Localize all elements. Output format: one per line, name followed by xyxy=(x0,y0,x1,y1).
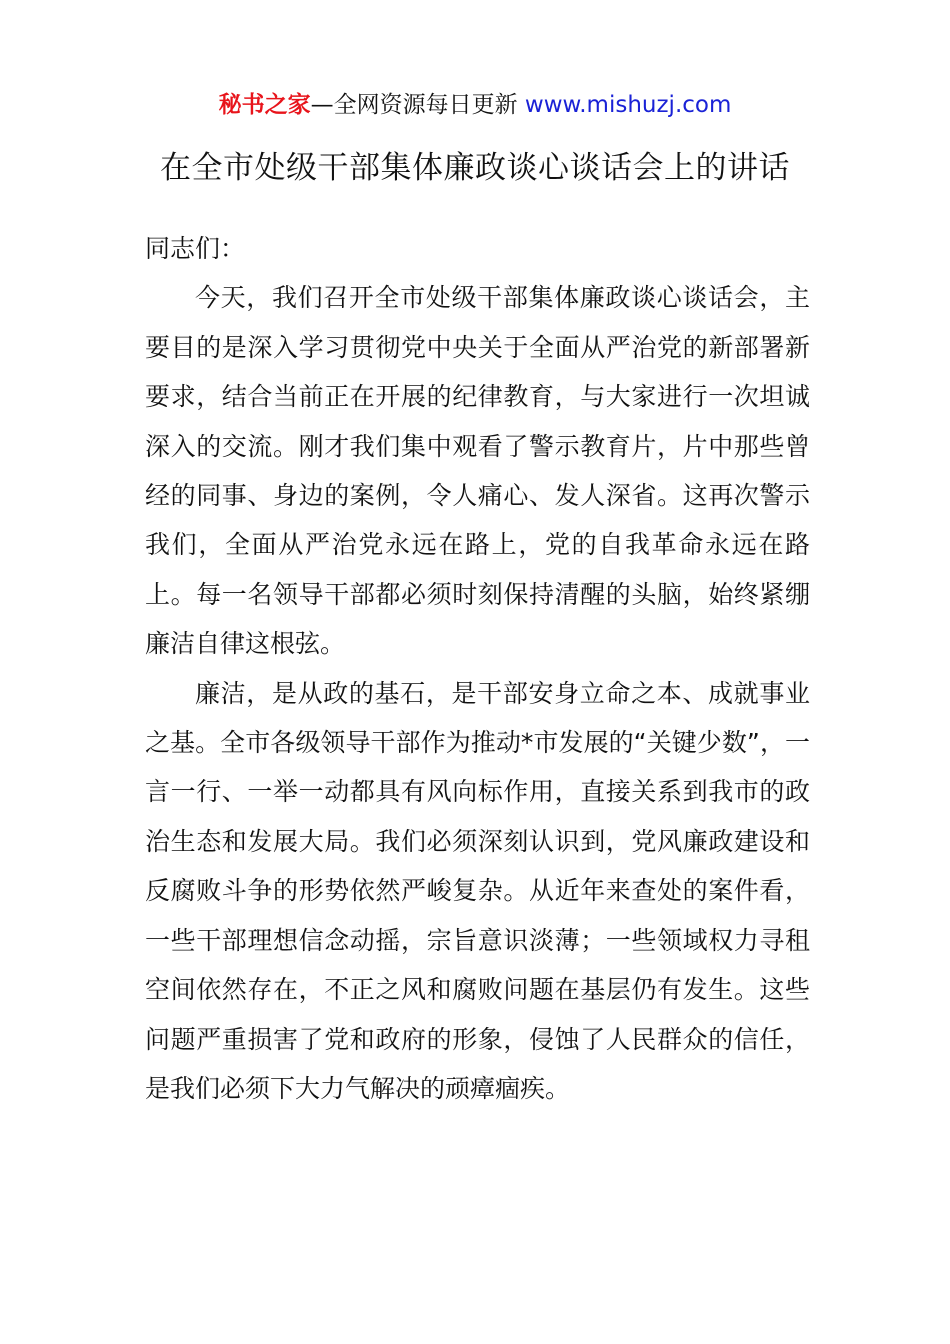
header-tagline: —全网资源每日更新 xyxy=(310,92,525,118)
site-header xyxy=(0,88,950,122)
document-title: 在全市处级干部集体廉政谈心谈话会上的讲话 xyxy=(160,150,790,186)
site-url-link[interactable]: www.mishuzj.com xyxy=(524,92,732,118)
salutation: 同志们： xyxy=(145,234,246,263)
paragraph-2: 廉洁，是从政的基石，是干部安身立命之本、成就事业之基。全市各级领导干部作为推动*市发展的“关键少数”，一言一行、一举一动都具有风向标作用，直接关系到我市的政治生态和发展大局。我们必须深刻认识到，党风廉政建设和反腐败斗争的形势依然严峻复杂。从近年来查处的案件看，一些干部理想信念动摇，宗旨意识淡薄；一些领域权力寻租空间依然存在，不正之风和腐败问题在基层仍有发生。这些问题严重损害了党和政府的形象，侵蚀了人民群众的信任，是我们必须下大力气解决的顽瘴痼疾。 xyxy=(145,678,810,1103)
brand-name: 秘书之家 xyxy=(218,92,311,118)
paragraph-1: 今天，我们召开全市处级干部集体廉政谈心谈话会，主要目的是深入学习贯彻党中央关于全面从严治党的新部署新要求，结合当前正在开展的纪律教育，与大家进行一次坦诚深入的交流。刚才我们集中观看了警示教育片，片中那些曾经的同事、身边的案例，令人痛心、发人深省。这再次警示我们，全面从严治党永远在路上，党的自我革命永远在路上。每一名领导干部都必须时刻保持清醒的头脑，始终紧绷廉洁自律这根弦。 xyxy=(145,283,810,659)
document-body xyxy=(145,224,810,1113)
